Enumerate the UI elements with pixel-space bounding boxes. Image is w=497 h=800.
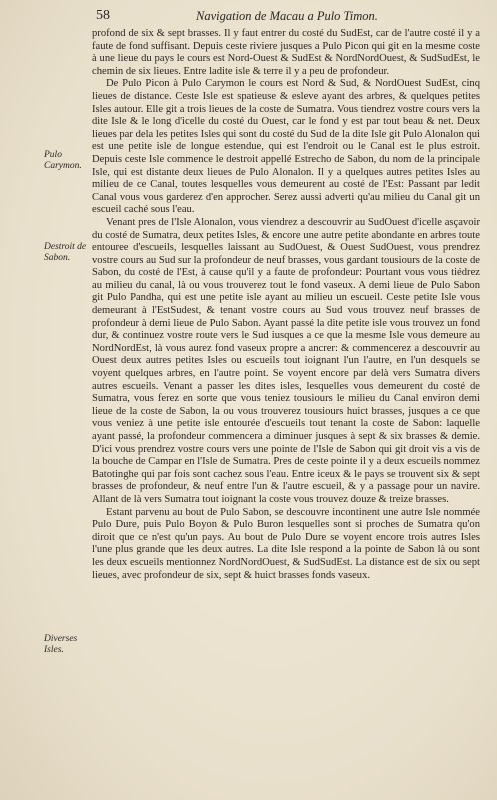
marginal-note-pulo-carymon: Pulo Carymon. [44, 150, 82, 171]
running-head [96, 6, 476, 28]
page-number: 58 [96, 8, 110, 23]
marginal-note-destroit-de-sabon: Destroit de Sabon. [44, 242, 87, 263]
paragraph: De Pulo Picon à Pulo Carymon le cours est Nord & Sud, & NordOuest SudEst, cinq lieues de distance. Ceste Isle est spatieuse & esleve ayant des arbres, & quelques petites Isles autour. Elle git a trois lieues de la coste de Sumatra. Vous tiendrez vostre cours vers la dite Isle & le long d'icelle du costé du Ouest, car le fond y est par tout beau & net. Deux lieues par dela les petites Isles qui sont du costé du Sud de la dite Isle git Pulo Alonalon qui est une petite isle de longue estendue, qui est l'endroit ou le Canal est le plus estroit. Depuis ceste Isle commence le destroit appellé Estrecho de Sabon, du nom de la principale Isle, qui est distante deux lieues de Pulo Alonalon. Il y a quelques autres petites Isles au milieu de ce Canal, toutes lesquelles vous demeurent au costé de l'Est: Passant par ledit Canal vous vous garderez d'en approcher. Serez aussi adverti qu'au milieu du Canal git un escueil caché sous l'eau. [92, 78, 480, 216]
marginal-note-diverses-isles: Diverses Isles. [44, 634, 78, 655]
paragraph: Venant pres de l'Isle Alonalon, vous viendrez a descouvrir au SudOuest d'icelle asçavoir du costé de Sumatra, deux petites Isles, & encore une autre petite abondante en arbres toute entouree d'escueils, lesquelles laissant au SudOuest, & Ouest SudOuest, vous prendrez vostre cours au Sud sur la profondeur de neuf brasses, vous gardant tousiours de la coste de Sabon, du costé de l'Est, à cause qu'il y a faute de profondeur: Pourtant vous vous tiédrez au milieu du canal, là ou vous trouverez tout le fond vaseux. A demi lieue de Pulo Sabon git Pulo Pandha, qui est une petite isle ayant au milieu un escueil. Ceste petite Isle vous demeurant à l'EstSudest, & tenant vostre cours au Sud vous trouvez neuf brasses de profondeur à demi lieue de Pulo Sabon. Ayant passé la dite petite isle vous trouvez un fond dur, & continuez vostre route vers le Sud iusques a ce que la mesme Isle vous demeure au NordNordEst, là vous aurez fond vaseux propre a ancrer: & commencerez a descouvrir au Ouest deux autres petites Isles ou escueils tout ioignant l'un l'autre, en l'un desquels se voyent quelques arbres, en l'autre point. Se voyent encore par delà vers Sumatra divers autres escueils. Venant a passer les dites isles, lesquelles vous demeurent du costé de Sumatra, vous ferez en sorte que vous teniez tousiours le milieu du Canal environ demi lieue de la coste de Sabon, la ou vous trouverez tousiours huict brasses, jusques a ce que vous veniez à une petite isle entourée d'escueils tout tenant la coste de Sabon: laquelle ayant passé, la profondeur commencera a diminuer jusques à sept & six brasses & demie. D'ici vous prendrez vostre cours vers une pointe de l'Isle de Sabon qui git droit vis a vis de la bouche de Campar en l'Isle de Sumatra. Pres de ceste pointe il y a deux escueils nommez Batotinghe qui par fois sont cachez sous l'eau. Entre iceux & le pays se trouvent six & sept brasses de profondeur, & neuf entre l'un & l'autre escueil, & y a passage pour un navire. Allant de là vers Sumatra tout ioignant la coste vous trouvez douze & treize brasses. [92, 216, 480, 505]
paragraph: profond de six & sept brasses. Il y faut entrer du costé du SudEst, car de l'autre costé il y a faute de fond suffisant. Depuis ceste riviere jusques a Pulo Picon qui git en la mesme coste à une lieue du pays le cours est Nord-Ouest & SudEst & NordNordOuest, & SudSudEst, le chemin de six lieues. Entre ladite isle & terre il y a peu de profondeur. [92, 28, 480, 77]
body-text [92, 28, 480, 582]
running-title: Navigation de Macau a Pulo Timon. [196, 9, 378, 23]
paragraph: Estant parvenu au bout de Pulo Sabon, se descouvre incontinent une autre Isle nommée Pulo Dure, puis Pulo Boyon & Pulo Buron lesquelles sont si proches de Sumatra qu'on diroit que ce n'est qu'un pays. Au bout de Pulo Dure se voyent encore trois autres Isles l'une plus grande que les deux autres. La dite Isle respond a la pointe de Sabon là ou sont les deux escueils mentionnez NordNordOuest, & SudSudEst. La distance est de six ou sept lieues, avec profondeur de six, sept & huict brasses fonds vaseux. [92, 506, 480, 581]
